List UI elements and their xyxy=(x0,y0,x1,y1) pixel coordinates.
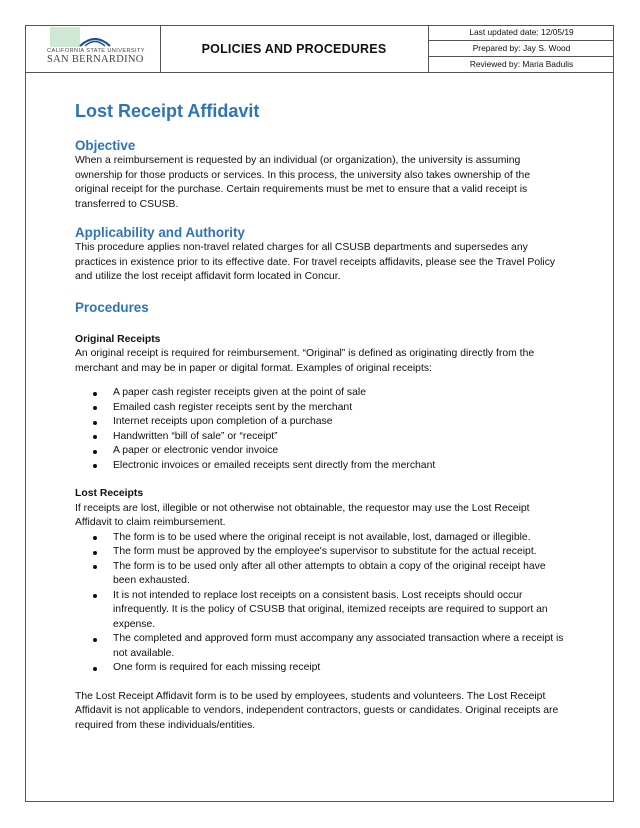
lost-receipts-heading: Lost Receipts xyxy=(75,488,144,499)
lost-receipts-list xyxy=(75,531,565,676)
applicability-text: This procedure applies non-travel related charges for all CSUSB departments and supersedes any practices in existence prior to its effective date. For travel receipts affidavits, please see the Travel Policy and utilize the lost receipt affidavit form located in Concur. xyxy=(75,242,556,282)
list-item: A paper or electronic vendor invoice xyxy=(75,444,565,459)
page-title: Lost Receipt Affidavit xyxy=(75,101,260,121)
logo-university-line: CALIFORNIA STATE UNIVERSITY xyxy=(47,48,145,54)
applicability-heading: Applicability and Authority xyxy=(75,225,245,240)
list-item: Electronic invoices or emailed receipts sent directly from the merchant xyxy=(75,459,565,474)
list-item: A paper cash register receipts given at the point of sale xyxy=(75,386,565,401)
objective-heading: Objective xyxy=(75,138,136,153)
original-receipts-text: An original receipt is required for reimbursement. “Original” is defined as originating directly from the merchant and may be in paper or digital format. Examples of original receipts: xyxy=(75,348,535,374)
list-item: The completed and approved form must accompany any associated transaction where a receipt is not available. xyxy=(75,632,565,661)
prepared-by: Prepared by: Jay S. Wood xyxy=(429,41,614,57)
header-meta xyxy=(429,25,614,73)
logo-mark xyxy=(50,27,80,47)
list-item: One form is required for each missing receipt xyxy=(75,661,565,676)
list-item: Emailed cash register receipts sent by the merchant xyxy=(75,401,565,416)
closing-text: The Lost Receipt Affidavit form is to be used by employees, students and volunteers. The Lost Receipt Affidavit is not applicable to vendors, independent contractors, guests or candidates. Original receipts are required from these individuals/entities. xyxy=(75,690,559,731)
list-item: The form is to be used only after all other attempts to obtain a copy of the original receipt have been exhausted. xyxy=(75,560,565,589)
last-updated: Last updated date: 12/05/19 xyxy=(429,25,614,41)
original-receipts-heading: Original Receipts xyxy=(75,333,161,345)
procedures-heading: Procedures xyxy=(75,299,149,315)
document-body xyxy=(75,100,565,733)
list-item: The form is to be used where the original receipt is not available, lost, damaged or illegible. xyxy=(75,531,565,546)
logo-arch-icon xyxy=(78,34,112,47)
objective-text: When a reimbursement is requested by an individual (or organization), the university is assuming ownership for those products or services. In this process, the university also takes ownership of the original receipt for the purchase. Certain requirements must be met to ensure that a valid receipt is transferred to CSUSB. xyxy=(75,155,531,210)
list-item: Handwritten “bill of sale” or “receipt” xyxy=(75,430,565,445)
original-receipts-list xyxy=(75,386,565,473)
list-item: Internet receipts upon completion of a purchase xyxy=(75,415,565,430)
list-item: The form must be approved by the employee's supervisor to substitute for the actual receipt. xyxy=(75,545,565,560)
header-title: POLICIES AND PROCEDURES xyxy=(160,25,429,73)
logo-campus-line: SAN BERNARDINO xyxy=(47,54,144,65)
list-item: It is not intended to replace lost receipts on a consistent basis. Lost receipts should occur infrequently. It is the policy of CSUSB that original, itemized receipts are required to support an expense. xyxy=(75,589,565,633)
lost-receipts-text: If receipts are lost, illegible or not otherwise not obtainable, the requestor may use the Lost Receipt Affidavit to claim reimbursement. xyxy=(75,502,530,528)
reviewed-by: Reviewed by: Maria Badulis xyxy=(429,57,614,73)
